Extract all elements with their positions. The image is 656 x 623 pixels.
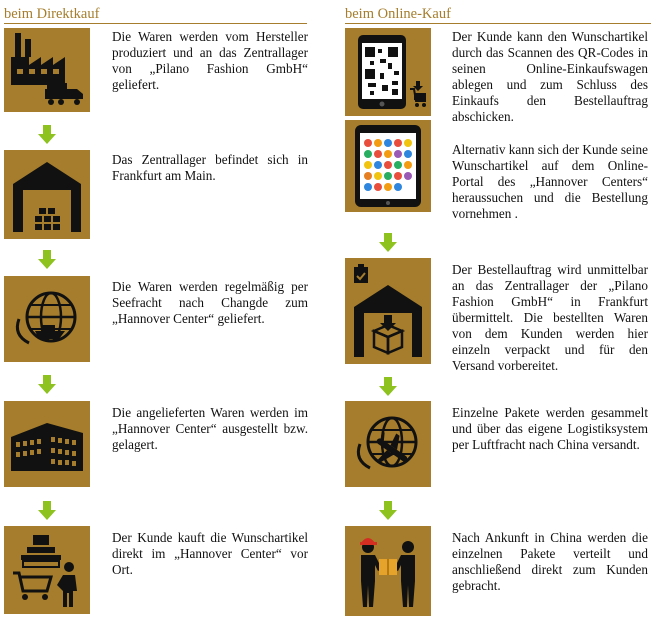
direct-step-4-text: Die angelieferten Waren werden im „Hannover Center“ ausgestellt bzw. gelagert.	[112, 405, 308, 452]
online-step-2-text: Alternativ kann sich der Kunde seine Wunschartikel auf dem Online-Portal des „Hannover Centers“ heraussuchen und die Bestellung vornehmen .	[452, 142, 648, 221]
down-arrow-icon	[378, 377, 398, 397]
building-icon	[4, 401, 90, 487]
down-arrow-icon	[37, 501, 57, 521]
online-step-1-text: Der Kunde kann den Wunschartikel durch das Scannen des QR-Codes in seinen Online-Einkaufswagen ablegen und zum Schluss des Einkaufs den Bestellauftrag abschicken.	[452, 29, 648, 124]
globe-ship-icon	[4, 276, 90, 362]
direct-purchase-heading: beim Direktkauf	[4, 6, 100, 22]
cashier-customer-icon	[4, 526, 90, 614]
down-arrow-icon	[378, 233, 398, 253]
phone-qr-icon	[345, 28, 431, 116]
down-arrow-icon	[378, 501, 398, 521]
direct-step-2-text: Das Zentrallager befindet sich in Frankfurt am Main.	[112, 152, 308, 183]
down-arrow-icon	[37, 250, 57, 270]
tablet-apps-icon	[345, 120, 431, 212]
online-purchase-rule	[345, 23, 651, 24]
online-step-5-text: Nach Ankunft in China werden die einzelnen Pakete verteilt und anschließend direkt zum Kunden gebracht.	[452, 530, 648, 593]
warehouse-icon	[4, 150, 90, 239]
globe-plane-icon	[345, 401, 431, 487]
delivery-handover-icon	[345, 526, 431, 616]
down-arrow-icon	[37, 375, 57, 395]
factory-truck-icon	[4, 28, 90, 112]
online-step-3-text: Der Bestellauftrag wird unmittelbar an das Zentrallager der „Pilano Fashion GmbH“ in Frankfurt übermittelt. Die bestellten Waren von dem Kunden werden hier einzeln verpackt und für den Versand vorbereitet.	[452, 262, 648, 373]
online-purchase-heading: beim Online-Kauf	[345, 6, 451, 22]
direct-step-1-text: Die Waren werden vom Hersteller produziert und an das Zentrallager von „Pilano Fashion GmbH“ geliefert.	[112, 29, 308, 92]
down-arrow-icon	[37, 125, 57, 145]
warehouse-package-icon	[345, 258, 431, 364]
online-step-4-text: Einzelne Pakete werden gesammelt und über das eigene Logistiksystem per Luftfracht nach China versandt.	[452, 405, 648, 452]
direct-step-3-text: Die Waren werden regelmäßig per Seefracht nach Changde zum „Hannover Center“ geliefert.	[112, 279, 308, 326]
direct-purchase-rule	[4, 23, 307, 24]
direct-step-5-text: Der Kunde kauft die Wunschartikel direkt im „Hannover Center“ vor Ort.	[112, 530, 308, 577]
